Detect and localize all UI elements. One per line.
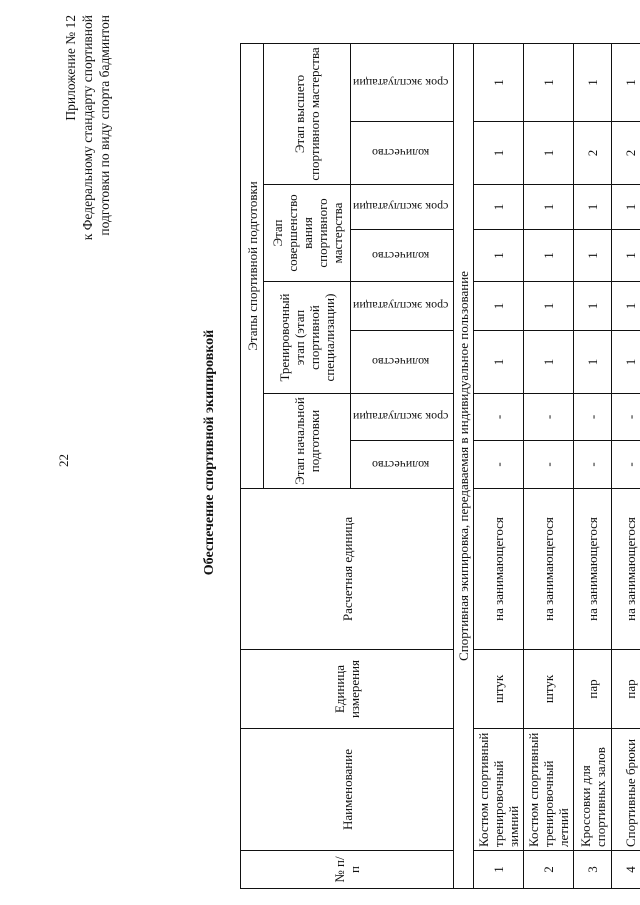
cell-higher-qty: 2 [574, 122, 612, 185]
header-qty: количество [351, 331, 454, 394]
row-num: 1 [474, 851, 524, 889]
cell-higher-term: 1 [524, 43, 574, 121]
header-qty: количество [351, 230, 454, 282]
equipment-table [240, 43, 640, 889]
cell-improvement-term: 1 [574, 185, 612, 230]
header-name: Наименование [241, 729, 454, 851]
cell-higher-term: 1 [612, 43, 640, 121]
header-term: срок эксплуатации [351, 43, 454, 121]
appendix-line: к Федеральному стандарту спортивной [80, 15, 95, 241]
header-calc-unit: Расчетная единица [241, 489, 454, 650]
cell-initial-term: - [474, 394, 524, 441]
cell-training-qty: 1 [612, 331, 640, 394]
header-row-1 [241, 43, 264, 888]
header-stage-higher: Этап высшего спортивного мастерства [264, 43, 351, 184]
document-title: Обеспечение спортивной экипировкой [202, 329, 217, 576]
row-unit: пар [574, 650, 612, 729]
row-calc-unit: на занимающегося [574, 489, 612, 650]
cell-improvement-term: 1 [524, 185, 574, 230]
cell-training-qty: 1 [474, 331, 524, 394]
header-qty: количество [351, 441, 454, 489]
row-num: 2 [524, 851, 574, 889]
row-calc-unit: на занимающегося [612, 489, 640, 650]
row-num: 4 [612, 851, 640, 889]
cell-higher-qty: 1 [474, 122, 524, 185]
header-stage-improvement: Этап совершенство вания спортивного мастерства [264, 185, 351, 282]
cell-training-term: 1 [524, 282, 574, 331]
table-row [612, 43, 640, 888]
cell-initial-term: - [574, 394, 612, 441]
cell-higher-qty: 2 [612, 122, 640, 185]
cell-initial-qty: - [474, 441, 524, 489]
cell-initial-term: - [612, 394, 640, 441]
cell-initial-qty: - [612, 441, 640, 489]
row-name: Кроссовки для спортивных залов [574, 729, 612, 851]
row-name: Спортивные брюки [612, 729, 640, 851]
row-name: Костюм спортивный тренировочный летний [524, 729, 574, 851]
row-calc-unit: на занимающегося [474, 489, 524, 650]
header-term: срок эксплуатации [351, 282, 454, 331]
page-number: 22 [56, 454, 71, 467]
cell-higher-term: 1 [474, 43, 524, 121]
header-num: № п/п [241, 851, 454, 889]
header-stages-group: Этапы спортивной подготовки [241, 43, 264, 488]
cell-higher-qty: 1 [524, 122, 574, 185]
cell-training-term: 1 [612, 282, 640, 331]
header-qty: количество [351, 122, 454, 185]
cell-initial-qty: - [574, 441, 612, 489]
table-row [524, 43, 574, 888]
cell-training-term: 1 [574, 282, 612, 331]
row-unit: штук [474, 650, 524, 729]
header-stage-training: Тренировочный этап (этап спортивной специализации) [264, 282, 351, 394]
cell-improvement-qty: 1 [524, 230, 574, 282]
row-calc-unit: на занимающегося [524, 489, 574, 650]
header-stage-initial: Этап начальной подготовки [264, 394, 351, 489]
cell-initial-qty: - [524, 441, 574, 489]
cell-training-qty: 1 [574, 331, 612, 394]
appendix-heading [62, 15, 113, 345]
cell-training-term: 1 [474, 282, 524, 331]
row-unit: пар [612, 650, 640, 729]
row-num: 3 [574, 851, 612, 889]
cell-improvement-term: 1 [612, 185, 640, 230]
header-term: срок эксплуатации [351, 394, 454, 441]
cell-improvement-qty: 1 [612, 230, 640, 282]
header-unit: Единица измерения [241, 650, 454, 729]
cell-training-qty: 1 [524, 331, 574, 394]
header-term: срок эксплуатации [351, 185, 454, 230]
table-row [574, 43, 612, 888]
section-row [454, 43, 474, 888]
cell-improvement-qty: 1 [474, 230, 524, 282]
appendix-line: подготовки по виду спорта бадминтон [97, 15, 112, 236]
cell-improvement-qty: 1 [574, 230, 612, 282]
appendix-line: Приложение № 12 [63, 15, 78, 121]
section-title: Спортивная экипировка, передаваемая в индивидуальное пользование [454, 43, 474, 888]
row-unit: штук [524, 650, 574, 729]
cell-higher-term: 1 [574, 43, 612, 121]
cell-initial-term: - [524, 394, 574, 441]
table-row [474, 43, 524, 888]
row-name: Костюм спортивный тренировочный зимний [474, 729, 524, 851]
cell-improvement-term: 1 [474, 185, 524, 230]
